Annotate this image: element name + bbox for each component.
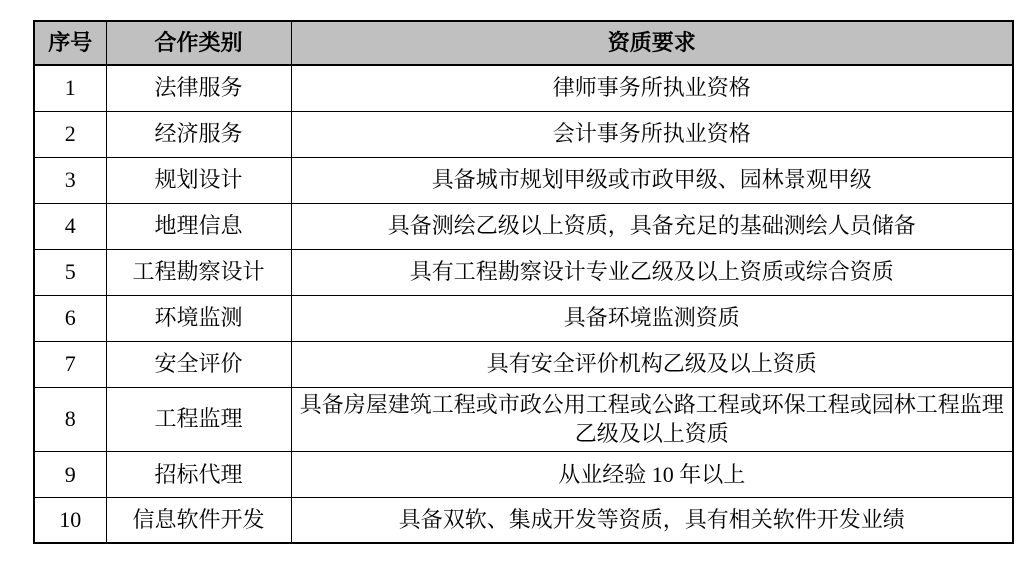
cell-requirement: 具备房屋建筑工程或市政公用工程或公路工程或环保工程或园林工程监理乙级及以上资质 <box>291 387 1013 451</box>
cell-category: 规划设计 <box>106 157 291 203</box>
cell-category: 地理信息 <box>106 203 291 249</box>
table-row <box>34 451 1013 497</box>
cell-no: 9 <box>34 451 106 497</box>
table-row <box>34 341 1013 387</box>
cell-no: 6 <box>34 295 106 341</box>
header-cell-no: 序号 <box>34 21 106 65</box>
cell-requirement: 具有工程勘察设计专业乙级及以上资质或综合资质 <box>291 249 1013 295</box>
cell-no: 1 <box>34 65 106 111</box>
cell-category: 信息软件开发 <box>106 497 291 543</box>
cell-requirement: 会计事务所执业资格 <box>291 111 1013 157</box>
cell-no: 3 <box>34 157 106 203</box>
table-row <box>34 111 1013 157</box>
cell-no: 10 <box>34 497 106 543</box>
table-row <box>34 203 1013 249</box>
header-cell-category: 合作类别 <box>106 21 291 65</box>
cell-requirement: 律师事务所执业资格 <box>291 65 1013 111</box>
cell-no: 8 <box>34 387 106 451</box>
cell-requirement: 具备测绘乙级以上资质，具备充足的基础测绘人员储备 <box>291 203 1013 249</box>
cell-no: 7 <box>34 341 106 387</box>
header-cell-requirement: 资质要求 <box>291 21 1013 65</box>
table-row <box>34 387 1013 451</box>
qualification-requirements-table <box>33 20 1014 544</box>
cell-no: 4 <box>34 203 106 249</box>
header-row <box>34 21 1013 65</box>
cell-category: 安全评价 <box>106 341 291 387</box>
cell-requirement: 具备环境监测资质 <box>291 295 1013 341</box>
table-row <box>34 497 1013 543</box>
cell-requirement: 具有安全评价机构乙级及以上资质 <box>291 341 1013 387</box>
cell-category: 法律服务 <box>106 65 291 111</box>
table-body <box>34 65 1013 543</box>
cell-no: 2 <box>34 111 106 157</box>
cell-category: 招标代理 <box>106 451 291 497</box>
table-row <box>34 157 1013 203</box>
table-row <box>34 65 1013 111</box>
table-row <box>34 249 1013 295</box>
cell-requirement: 具备城市规划甲级或市政甲级、园林景观甲级 <box>291 157 1013 203</box>
table-header <box>34 21 1013 65</box>
table-row <box>34 295 1013 341</box>
cell-category: 环境监测 <box>106 295 291 341</box>
cell-requirement: 具备双软、集成开发等资质，具有相关软件开发业绩 <box>291 497 1013 543</box>
cell-category: 经济服务 <box>106 111 291 157</box>
cell-category: 工程勘察设计 <box>106 249 291 295</box>
cell-category: 工程监理 <box>106 387 291 451</box>
cell-requirement: 从业经验 10 年以上 <box>291 451 1013 497</box>
cell-no: 5 <box>34 249 106 295</box>
